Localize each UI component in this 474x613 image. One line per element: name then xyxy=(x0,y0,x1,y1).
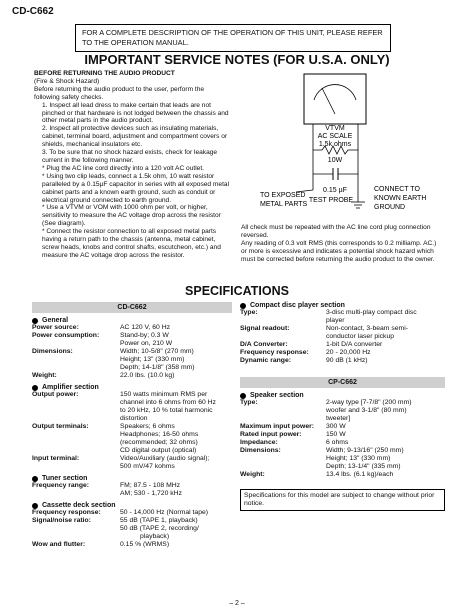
safety-check-column xyxy=(34,70,230,260)
amplifier-section-title: Amplifier section xyxy=(32,384,232,391)
ac-scale-label: AC SCALE xyxy=(317,133,353,140)
speaker-section-title: Speaker section xyxy=(240,392,445,399)
safety-bullet: * Using two clip leads, connect a 1.5k ohm, 10 watt resistor paralleled by a 0.15µF capacitor in series with all exposed metal cabinet parts and a known earth ground, such as conduit or electrical ground connected to earth ground. xyxy=(42,172,230,204)
earth-label-1: CONNECT TO xyxy=(374,186,420,193)
model-header: CD-C662 xyxy=(12,6,54,17)
capacitor-label: 0.15 µF xyxy=(323,187,347,194)
bullet-icon xyxy=(32,318,38,324)
earth-label-3: GROUND xyxy=(374,204,406,211)
general-spec-table: Power source: AC 120 V, 60 Hz Power consumption: Stand-by; 0.3 W Power on, 210 W Dimensions: Width; 10-5/8" (270 mm) Height; 13" (330 mm) Depth; 14-1/8" (358 mm) Weight: 22.0 lbs. (10.0 kg) xyxy=(32,324,195,379)
before-returning-heading: BEFORE RETURNING THE AUDIO PRODUCT xyxy=(34,70,175,77)
cassette-spec-table: Frequency response: 50 - 14,000 Hz (Normal tape) Signal/noise ratio: 55 dB (TAPE 1, playback) 50 dB (TAPE 2, recording/ playback) Wow and flutter: 0.15 % (WRMS) xyxy=(32,509,209,548)
specifications-title: SPECIFICATIONS xyxy=(185,284,289,298)
resistor-label: 1.5k ohms xyxy=(318,141,352,148)
amplifier-spec-table: Output power: 150 watts minimum RMS per channel into 6 ohms from 60 Hz to 20 kHz, 10 % total harmonic distortion Output terminals: Speakers; 6 ohms Headphones; 16-50 ohms (recommended; 32 ohms) CD digital output (optical) Input terminal: Video/Auxiliary (audio signal); 500 mV/47 kohms xyxy=(32,391,216,470)
bullet-icon xyxy=(32,503,38,509)
spec-left-column xyxy=(32,302,232,549)
safety-item: 1. Inspect all lead dress to make certain that leads are not pinched or that hardware is not lodged between the chassis and other metal parts in the audio product. xyxy=(42,101,229,125)
safety-bullet: * Plug the AC line cord directly into a 120 volt AC outlet. xyxy=(42,164,205,172)
earth-label-2: KNOWN EARTH xyxy=(374,195,427,202)
bullet-icon xyxy=(32,385,38,391)
vtvm-label: VTVM xyxy=(325,125,345,132)
fire-shock-subheading: (Fire & Shock Hazard) xyxy=(34,77,100,85)
general-section-title: General xyxy=(32,317,232,324)
safety-item: 2. Inspect all protective devices such as insulating materials, cabinet, terminal board, adjustment and compartment covers or shields, mechanical insulators etc. xyxy=(42,125,228,149)
page-title: IMPORTANT SERVICE NOTES (FOR U.S.A. ONLY) xyxy=(84,52,390,67)
bullet-icon xyxy=(32,476,38,482)
tuner-spec-table: Frequency range: FM; 87.5 - 108 MHz AM; 530 - 1,720 kHz xyxy=(32,482,182,497)
safety-bullet: * Connect the resistor connection to all exposed metal parts having a return path to the chassis (antenna, metal cabinet, screw heads, knobs and control shafts, escutcheon, etc.) and measure the AC voltage drop across the resistor. xyxy=(42,228,221,259)
safety-intro: Before returning the audio product to the user, perform the following safety checks. xyxy=(34,85,205,101)
bullet-icon xyxy=(240,393,246,399)
test-probe-label: TEST PROBE xyxy=(308,197,354,204)
exposed-label-1: TO EXPOSED xyxy=(260,192,306,199)
safety-bullet: * Use a VTVM or VOM with 1000 ohm per volt, or higher, sensitivity to measure the AC voltage drop across the resistor (See diagram). xyxy=(42,204,221,228)
spec-right-column xyxy=(240,302,445,511)
vtvm-meter xyxy=(304,74,366,124)
page-number: – 2 – xyxy=(229,600,245,607)
safety-item: 3. To be sure that no shock hazard exists, check for leakage current in the following manner. xyxy=(42,149,218,164)
cd-section-title: Compact disc player section xyxy=(240,302,445,309)
model-bar-cd: CD-C662 xyxy=(32,302,232,313)
speaker-spec-table: Type: 2-way type [7-7/8" (200 mm) woofer and 3-1/8" (80 mm) tweeter] Maximum input power: 300 W Rated input power: 150 W Impedance: 6 ohms Dimensions: Width; 9-13/16" (250 mm) Height; 13" (330 mm) Depth; 13-1/4" (335 mm) Weight: 13.4 lbs. (6.1 kg)/each xyxy=(240,399,412,478)
watt-label: 10W xyxy=(327,157,343,164)
bullet-icon xyxy=(240,303,246,309)
cassette-section-title: Cassette deck section xyxy=(32,502,232,509)
spec-change-note: Specifications for this model are subject to change without prior notice. xyxy=(240,489,445,511)
repeat-check-note: All check must be repeated with the AC line cord plug connection reversed. Any reading of 0.3 volt RMS (this corresponds to 0.2 milliamp. AC.) or more is excessive and indicates a potential shock hazard which must be corrected before returning the audio product to the owner. xyxy=(241,224,437,263)
cd-spec-table: Type: 3-disc multi-play compact disc player Signal readout: Non-contact, 3-beam semi- conductor laser pickup D/A Converter: 1-bit D/A converter Frequency response: 20 - 20,000 Hz Dynamic range: 90 dB (1 kHz) xyxy=(240,309,417,364)
operation-manual-notice: FOR A COMPLETE DESCRIPTION OF THE OPERATION OF THIS UNIT, PLEASE REFER TO THE OPERATION MANUAL. xyxy=(75,24,391,52)
exposed-label-2: METAL PARTS xyxy=(260,201,308,208)
tuner-section-title: Tuner section xyxy=(32,475,232,482)
model-bar-speaker: CP-C662 xyxy=(240,377,445,388)
